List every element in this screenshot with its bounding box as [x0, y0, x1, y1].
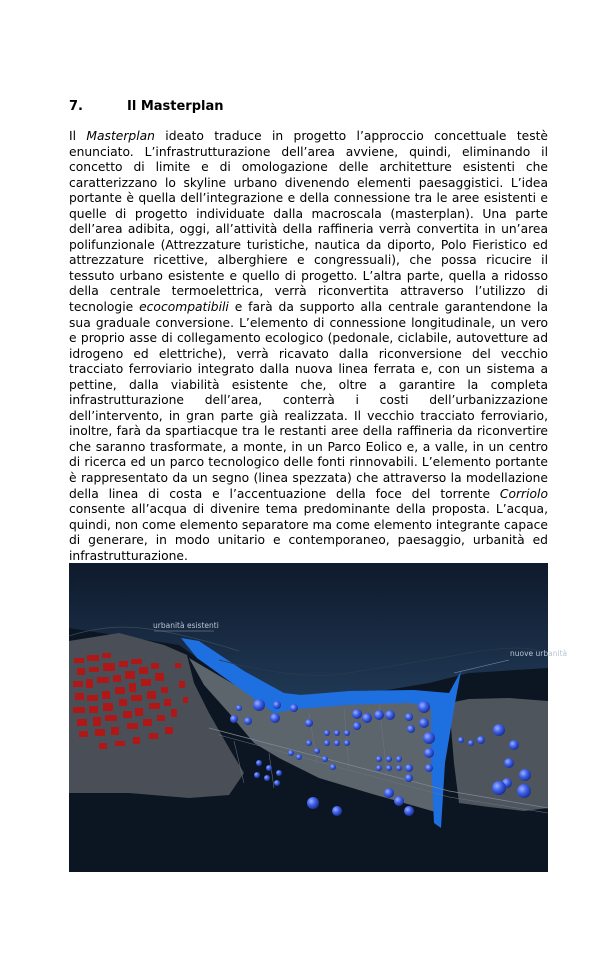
italic-term: ecocompatibili [139, 300, 229, 315]
tech-sphere [396, 765, 402, 771]
tech-sphere [264, 775, 270, 781]
tech-sphere [273, 701, 281, 709]
tech-sphere [492, 781, 506, 795]
tech-sphere [407, 725, 415, 733]
text-run: e farà da supporto alla centrale garantendone la sua graduale conversione. L’elemento di connessione longitudinale, un vero e proprio asse di collegamento ecologico (pedonale, ciclabile, autovetture ad idrogeno ed elettriche), verrà ricavato dalla riconversione del vecchio tracciato ferroviario integrato dalla nuova linea ferrata e, con un sistema a pettine, dalla viabilità esistente che, oltre a garantire la completa infrastrutturazione dell’area, conterrà i costi dell’urbanizzazione dell’intervento, in gran parte già realizzata. Il vecchio tracciato ferroviario, inoltre, farà da spartiacque tra le restanti aree della raffineria da riconvertire che saranno trasformate, a monte, in un Parco Eolico e, a valle, in un centro di ricerca ed un parco tecnologico delle fonti rinnovabili. L’elemento portante è rappresentato da un segno (linea spezzata) che attraverso la modellazione della linea di costa e l’accentuazione della foce del torrente [69, 300, 548, 501]
tech-sphere [353, 722, 361, 730]
tech-sphere [344, 730, 350, 736]
tech-sphere [509, 740, 519, 750]
tech-sphere [419, 718, 429, 728]
tech-sphere [256, 760, 262, 766]
tech-sphere [230, 715, 238, 723]
tech-sphere [405, 774, 413, 782]
tech-sphere [519, 769, 531, 781]
masterplan-svg [69, 563, 568, 872]
tech-sphere [386, 765, 392, 771]
tech-sphere [332, 806, 342, 816]
label-new-urban: nuove urbanità [510, 649, 568, 658]
text-run: ideato traduce in progetto l’approccio concettuale testè enunciato. L’infrastrutturazione dell’area avviene, quindi, eliminando il concetto di limite e di omologazione delle architetture esistenti che caratterizzano lo skyline urbano divenendo elementi paesaggistici. L’idea portante è quella dell’integrazione e della connessione tra le aree esistenti e quelle di progetto individuate dalla macroscala (masterplan). Una parte dell’area adibita, oggi, all’attività della raffineria verrà convertita in un’area polifunzionale (Attrezzature turistiche, nautica da diporto, Polo Fieristico ed attrezzature ricettive, alberghiere e congressuali), che possa ricucire il tessuto urbano esistente e quello di progetto. L’altra parte, quella a ridosso della centrale termoelettrica, verrà riconvertita attraverso l’utilizzo di tecnologie [69, 129, 548, 315]
tech-sphere [374, 710, 384, 720]
italic-term: Masterplan [86, 129, 155, 143]
tech-sphere [276, 770, 282, 776]
tech-sphere [404, 806, 414, 816]
tech-sphere [504, 758, 514, 768]
text-run: Il [69, 129, 87, 143]
tech-sphere [405, 764, 413, 772]
tech-sphere [376, 765, 382, 771]
tech-sphere [405, 713, 413, 721]
tech-sphere [236, 705, 242, 711]
tech-sphere [376, 756, 382, 762]
tech-sphere [517, 784, 531, 798]
tech-sphere [244, 717, 252, 725]
tech-sphere [334, 730, 340, 736]
tech-sphere [468, 740, 474, 746]
tech-sphere [324, 740, 330, 746]
tech-sphere [254, 772, 260, 778]
tech-sphere [330, 764, 336, 770]
tech-sphere [384, 788, 394, 798]
tech-sphere [352, 709, 362, 719]
tech-sphere [493, 724, 505, 736]
tech-sphere [394, 796, 404, 806]
tech-sphere [324, 730, 330, 736]
tech-sphere [290, 704, 298, 712]
tech-sphere [385, 710, 395, 720]
tech-sphere [396, 756, 402, 762]
tech-sphere [424, 748, 434, 758]
section-number: 7. [69, 99, 83, 114]
tech-sphere [425, 764, 433, 772]
tech-sphere [314, 748, 320, 754]
tech-sphere [423, 732, 435, 744]
text-run: consente all’acqua di divenire tema predominante della proposta. L’acqua, quindi, non come elemento separatore ma come elemento integrante capace di generare, in modo unitario e contemporaneo, paesaggio, urbanità ed infrastrutturazione. [69, 502, 548, 563]
tech-sphere [296, 754, 302, 760]
tech-sphere [344, 740, 350, 746]
tech-sphere [270, 713, 280, 723]
body-paragraph [69, 129, 548, 564]
tech-sphere [288, 750, 294, 756]
tech-sphere [386, 756, 392, 762]
tech-sphere [306, 740, 312, 746]
tech-sphere [362, 713, 372, 723]
tech-sphere [334, 740, 340, 746]
section-heading [69, 99, 224, 114]
tech-sphere [274, 780, 280, 786]
tech-sphere [307, 797, 319, 809]
section-title: Il Masterplan [127, 99, 224, 114]
tech-sphere [266, 765, 272, 771]
tech-sphere [322, 756, 328, 762]
tech-sphere [458, 737, 464, 743]
tech-sphere [253, 699, 265, 711]
masterplan-rendering [69, 563, 568, 872]
tech-sphere [418, 701, 430, 713]
tech-sphere [477, 736, 485, 744]
italic-term: Corriolo [499, 486, 548, 501]
tech-sphere [305, 719, 313, 727]
label-existing-urban: urbanità esistenti [153, 621, 219, 630]
